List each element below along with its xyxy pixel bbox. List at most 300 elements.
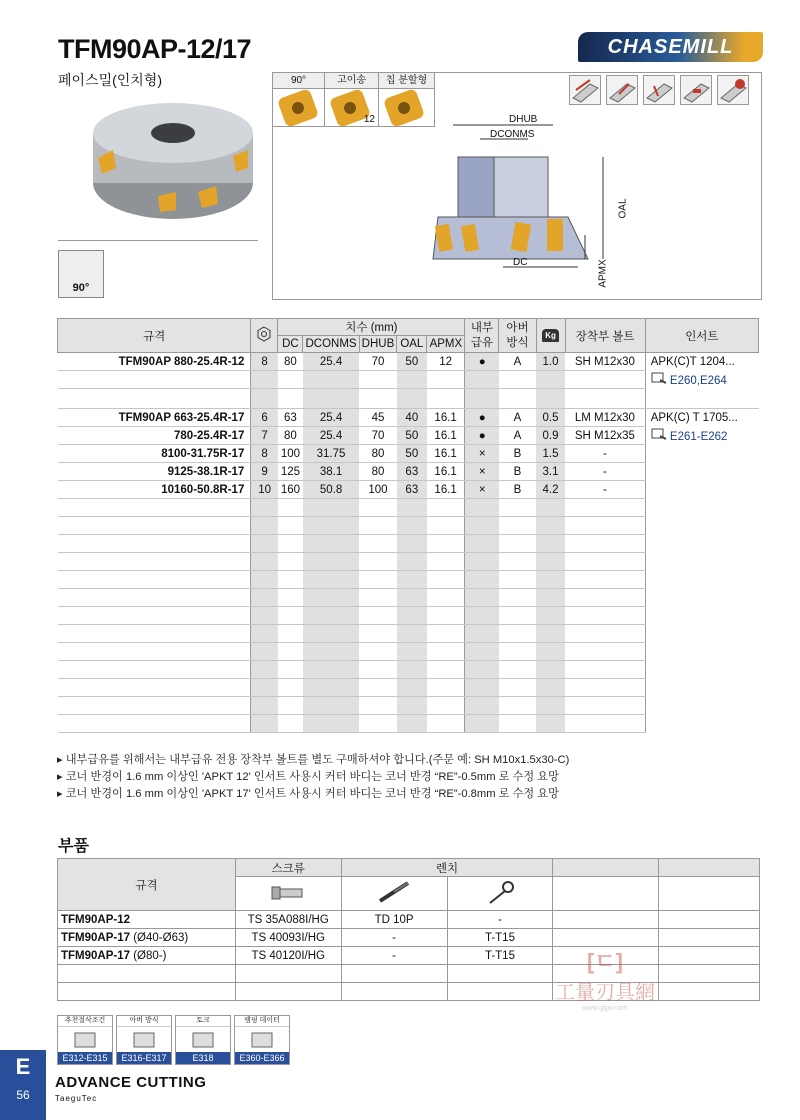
table-cell bbox=[235, 983, 341, 1001]
insert-cell bbox=[645, 371, 758, 389]
table-cell: 70 bbox=[359, 353, 397, 371]
col-dc: DC bbox=[278, 336, 303, 353]
table-cell bbox=[427, 607, 465, 625]
table-cell: 25.4 bbox=[303, 353, 359, 371]
table-cell bbox=[499, 697, 536, 715]
ramping-icon bbox=[717, 75, 749, 105]
table-cell bbox=[397, 589, 427, 607]
table-cell bbox=[251, 607, 278, 625]
table-cell bbox=[536, 371, 565, 389]
table-cell bbox=[359, 643, 397, 661]
table-cell: - bbox=[341, 929, 447, 947]
product-photo bbox=[58, 88, 258, 238]
table-cell bbox=[553, 929, 659, 947]
cutter-drawing bbox=[423, 109, 763, 299]
table-cell bbox=[465, 715, 499, 733]
face-milling-icon bbox=[569, 75, 601, 105]
reference-label: 램핑 데이터 bbox=[235, 1016, 289, 1027]
table-cell bbox=[397, 535, 427, 553]
insert-cell bbox=[645, 607, 758, 625]
table-cell bbox=[303, 535, 359, 553]
table-cell bbox=[536, 697, 565, 715]
reference-icon bbox=[176, 1027, 230, 1053]
dim-dconms: DCONMS bbox=[490, 129, 535, 140]
insert-cell bbox=[645, 697, 758, 715]
table-cell bbox=[536, 661, 565, 679]
table-cell bbox=[536, 571, 565, 589]
table-cell bbox=[359, 697, 397, 715]
table-cell bbox=[465, 679, 499, 697]
table-cell: 38.1 bbox=[303, 463, 359, 481]
table-cell bbox=[278, 499, 303, 517]
table-cell: - bbox=[565, 445, 645, 463]
insert-page-ref: E260,E264 bbox=[669, 375, 727, 387]
table-cell bbox=[251, 571, 278, 589]
table-row bbox=[58, 589, 759, 607]
insert-cell bbox=[645, 481, 758, 499]
brand-sub: TaeguTec bbox=[55, 1094, 98, 1103]
reference-box[interactable] bbox=[57, 1015, 113, 1065]
table-cell bbox=[251, 643, 278, 661]
insert-chipbreaker-image bbox=[383, 88, 425, 128]
table-cell: 50 bbox=[397, 445, 427, 463]
table-cell bbox=[303, 625, 359, 643]
insert-90-image bbox=[277, 88, 319, 128]
acc-spec-name: TFM90AP-17 bbox=[61, 949, 131, 962]
table-cell: 8100-31.75R-17 bbox=[58, 445, 251, 463]
table-cell bbox=[58, 553, 251, 571]
acc-spec bbox=[58, 911, 236, 929]
table-cell bbox=[58, 371, 251, 389]
brand-name: ADVANCE CUTTING bbox=[55, 1074, 207, 1091]
table-cell bbox=[278, 371, 303, 389]
table-cell bbox=[465, 589, 499, 607]
table-cell: 8 bbox=[251, 353, 278, 371]
table-cell: 0.9 bbox=[536, 427, 565, 445]
insert-cell bbox=[645, 589, 758, 607]
table-cell bbox=[499, 535, 536, 553]
table-cell: 6 bbox=[251, 409, 278, 427]
table-cell bbox=[427, 697, 465, 715]
table-row bbox=[58, 409, 759, 427]
table-cell bbox=[499, 517, 536, 535]
table-cell bbox=[499, 625, 536, 643]
insert-cell bbox=[645, 427, 758, 445]
acc-spec-range: (Ø40-Ø63) bbox=[130, 931, 189, 944]
table-cell bbox=[465, 499, 499, 517]
table-row bbox=[58, 517, 759, 535]
table-cell bbox=[565, 625, 645, 643]
page-title: TFM90AP-12/17 bbox=[58, 34, 252, 64]
table-row bbox=[58, 643, 759, 661]
col-coolant: 내부 급유 bbox=[465, 319, 499, 353]
table-cell bbox=[499, 571, 536, 589]
acc-spec-range: (Ø80-) bbox=[130, 949, 167, 962]
table-cell bbox=[303, 607, 359, 625]
dim-apmx: APMX bbox=[597, 259, 609, 288]
insert-head-high-feed: 고이송 bbox=[325, 73, 379, 89]
table-cell bbox=[536, 517, 565, 535]
table-cell: SH M12x35 bbox=[565, 427, 645, 445]
table-cell bbox=[303, 661, 359, 679]
table-cell bbox=[58, 571, 251, 589]
table-cell bbox=[278, 697, 303, 715]
table-cell: 45 bbox=[359, 409, 397, 427]
table-cell bbox=[397, 715, 427, 733]
table-cell bbox=[499, 607, 536, 625]
col-apmx: APMX bbox=[427, 336, 465, 353]
table-cell: 16.1 bbox=[427, 427, 465, 445]
table-cell: A bbox=[499, 353, 536, 371]
magnifier-icon bbox=[651, 431, 670, 443]
table-cell bbox=[235, 965, 341, 983]
insert-cell bbox=[645, 463, 758, 481]
insert-cell bbox=[645, 517, 758, 535]
table-row bbox=[58, 481, 759, 499]
table-cell: 125 bbox=[278, 463, 303, 481]
table-cell bbox=[251, 625, 278, 643]
reference-box[interactable] bbox=[175, 1015, 231, 1065]
table-cell bbox=[427, 371, 465, 389]
table-cell bbox=[465, 643, 499, 661]
insert-cell bbox=[645, 445, 758, 463]
table-cell: - bbox=[565, 463, 645, 481]
table-cell bbox=[565, 571, 645, 589]
col-dconms: DCONMS bbox=[303, 336, 359, 353]
table-cell bbox=[565, 589, 645, 607]
table-row bbox=[58, 427, 759, 445]
table-cell bbox=[565, 661, 645, 679]
table-cell bbox=[359, 571, 397, 589]
col-dims: 치수 (mm) bbox=[278, 319, 465, 336]
table-cell: 12 bbox=[427, 353, 465, 371]
table-cell bbox=[536, 679, 565, 697]
table-cell: A bbox=[499, 427, 536, 445]
table-cell bbox=[397, 643, 427, 661]
table-row bbox=[58, 607, 759, 625]
table-cell: 70 bbox=[359, 427, 397, 445]
table-cell bbox=[536, 643, 565, 661]
table-cell bbox=[397, 661, 427, 679]
acc-col-spec: 규격 bbox=[58, 859, 236, 911]
acc-col-wrench: 렌치 bbox=[341, 859, 553, 877]
acc-spec bbox=[58, 929, 236, 947]
table-cell: 0.5 bbox=[536, 409, 565, 427]
table-cell: T-T15 bbox=[447, 929, 553, 947]
table-cell bbox=[499, 553, 536, 571]
table-cell: TFM90AP 663-25.4R-17 bbox=[58, 409, 251, 427]
accessories-title: 부품 bbox=[58, 838, 89, 855]
acc-spec bbox=[58, 947, 236, 965]
reference-page: E360-E366 bbox=[235, 1052, 289, 1064]
table-cell bbox=[58, 983, 236, 1001]
table-cell bbox=[465, 553, 499, 571]
table-cell bbox=[499, 715, 536, 733]
table-cell bbox=[251, 697, 278, 715]
screwdriver-icon bbox=[341, 877, 447, 911]
table-cell bbox=[499, 371, 536, 389]
dim-dhub: DHUB bbox=[509, 114, 538, 125]
table-cell bbox=[251, 535, 278, 553]
magnifier-icon bbox=[651, 375, 670, 387]
table-cell bbox=[303, 697, 359, 715]
table-cell bbox=[536, 625, 565, 643]
table-cell bbox=[565, 371, 645, 389]
reference-page: E318 bbox=[176, 1052, 230, 1064]
table-row bbox=[58, 553, 759, 571]
table-cell: - bbox=[565, 481, 645, 499]
dim-oal: OAL bbox=[617, 198, 629, 219]
table-cell: A bbox=[499, 409, 536, 427]
table-cell bbox=[397, 625, 427, 643]
table-cell: 80 bbox=[359, 463, 397, 481]
table-cell bbox=[278, 715, 303, 733]
table-cell: B bbox=[499, 463, 536, 481]
table-row bbox=[58, 571, 759, 589]
table-cell: B bbox=[499, 481, 536, 499]
table-cell bbox=[58, 965, 236, 983]
table-cell bbox=[278, 679, 303, 697]
table-cell bbox=[499, 643, 536, 661]
acc-spec-name: TFM90AP-17 bbox=[61, 931, 131, 944]
weight-icon: Kg bbox=[536, 319, 565, 353]
table-cell: 4.2 bbox=[536, 481, 565, 499]
section-letter: E bbox=[15, 1054, 31, 1079]
table-cell: TS 35A088I/HG bbox=[235, 911, 341, 929]
table-cell bbox=[427, 535, 465, 553]
col-insert: 인서트 bbox=[645, 319, 758, 353]
table-cell bbox=[499, 661, 536, 679]
table-cell bbox=[251, 499, 278, 517]
table-row bbox=[58, 445, 759, 463]
table-cell bbox=[278, 553, 303, 571]
dim-dc: DC bbox=[513, 257, 528, 268]
col-dhub: DHUB bbox=[359, 336, 397, 353]
table-cell bbox=[359, 371, 397, 389]
table-cell bbox=[659, 929, 760, 947]
table-cell bbox=[536, 589, 565, 607]
table-cell: 50 bbox=[397, 353, 427, 371]
table-cell: 16.1 bbox=[427, 463, 465, 481]
insert-cell bbox=[645, 571, 758, 589]
table-cell bbox=[427, 571, 465, 589]
table-cell bbox=[465, 661, 499, 679]
table-cell: 160 bbox=[278, 481, 303, 499]
table-cell bbox=[359, 499, 397, 517]
insert-cell bbox=[645, 409, 758, 427]
table-cell bbox=[303, 371, 359, 389]
table-cell bbox=[565, 715, 645, 733]
table-cell bbox=[278, 625, 303, 643]
table-cell bbox=[499, 499, 536, 517]
table-cell bbox=[58, 625, 251, 643]
table-cell bbox=[359, 553, 397, 571]
reference-label: 아버 방식 bbox=[117, 1016, 171, 1027]
table-cell: 9125-38.1R-17 bbox=[58, 463, 251, 481]
col-oal: OAL bbox=[397, 336, 427, 353]
slotting-icon bbox=[643, 75, 675, 105]
reference-icon bbox=[117, 1027, 171, 1053]
table-cell: 7 bbox=[251, 427, 278, 445]
angle-label: 90° bbox=[72, 282, 90, 294]
table-cell bbox=[359, 679, 397, 697]
table-cell bbox=[278, 517, 303, 535]
insert-cell bbox=[645, 535, 758, 553]
acc-spec-name: TFM90AP-12 bbox=[61, 913, 131, 926]
insert-cell bbox=[645, 661, 758, 679]
table-cell bbox=[465, 607, 499, 625]
table-cell bbox=[58, 643, 251, 661]
table-row bbox=[58, 499, 759, 517]
acc-col-screw: 스크류 bbox=[235, 859, 341, 877]
insert-name: APK(C) T 1705... bbox=[650, 411, 738, 424]
table-cell bbox=[427, 715, 465, 733]
insert-cell bbox=[645, 643, 758, 661]
table-cell bbox=[251, 371, 278, 389]
table-cell: ● bbox=[465, 409, 499, 427]
cutter-diagram bbox=[272, 72, 762, 300]
table-cell bbox=[565, 679, 645, 697]
table-cell: 80 bbox=[359, 445, 397, 463]
table-cell bbox=[536, 499, 565, 517]
table-cell bbox=[465, 371, 499, 389]
reference-label: 추천절삭조건 bbox=[58, 1016, 112, 1027]
table-cell bbox=[536, 553, 565, 571]
page-subtitle: 페이스밀(인치형) bbox=[58, 72, 162, 88]
table-cell bbox=[359, 715, 397, 733]
table-cell bbox=[341, 965, 447, 983]
table-row bbox=[58, 679, 759, 697]
table-cell: TS 40093I/HG bbox=[235, 929, 341, 947]
table-cell bbox=[251, 517, 278, 535]
table-cell bbox=[278, 589, 303, 607]
insert-name: APK(C)T 1204... bbox=[650, 355, 735, 368]
table-cell bbox=[499, 589, 536, 607]
page-number: 56 bbox=[16, 1088, 30, 1102]
table-cell: 780-25.4R-17 bbox=[58, 427, 251, 445]
table-cell: 100 bbox=[278, 445, 303, 463]
table-cell bbox=[251, 715, 278, 733]
table-cell bbox=[58, 697, 251, 715]
table-cell: 1.5 bbox=[536, 445, 565, 463]
table-cell bbox=[303, 715, 359, 733]
table-cell bbox=[58, 661, 251, 679]
table-row bbox=[58, 371, 759, 389]
table-cell: - bbox=[447, 911, 553, 929]
product-table bbox=[57, 318, 759, 733]
table-cell: 10160-50.8R-17 bbox=[58, 481, 251, 499]
table-cell bbox=[565, 535, 645, 553]
table-cell bbox=[359, 535, 397, 553]
table-cell bbox=[427, 643, 465, 661]
table-cell bbox=[427, 499, 465, 517]
table-cell bbox=[303, 571, 359, 589]
table-cell: 63 bbox=[397, 481, 427, 499]
table-cell bbox=[251, 589, 278, 607]
angle-box bbox=[58, 250, 104, 298]
reference-page: E312-E315 bbox=[58, 1052, 112, 1064]
section-tab bbox=[0, 1050, 46, 1120]
table-row bbox=[58, 353, 759, 371]
table-cell bbox=[359, 517, 397, 535]
table-cell bbox=[278, 643, 303, 661]
table-cell bbox=[427, 625, 465, 643]
table-cell bbox=[397, 571, 427, 589]
table-cell bbox=[536, 535, 565, 553]
table-cell bbox=[659, 911, 760, 929]
spacer-row bbox=[58, 389, 759, 409]
table-cell bbox=[427, 661, 465, 679]
table-cell: 3.1 bbox=[536, 463, 565, 481]
table-cell bbox=[465, 517, 499, 535]
table-cell: TS 40120I/HG bbox=[235, 947, 341, 965]
table-cell: 31.75 bbox=[303, 445, 359, 463]
pocket-milling-icon bbox=[680, 75, 712, 105]
table-cell bbox=[251, 661, 278, 679]
reference-box[interactable] bbox=[234, 1015, 290, 1065]
table-cell bbox=[58, 589, 251, 607]
table-row bbox=[58, 715, 759, 733]
table-cell bbox=[553, 911, 659, 929]
table-cell bbox=[499, 679, 536, 697]
table-cell bbox=[427, 553, 465, 571]
table-cell: 9 bbox=[251, 463, 278, 481]
reference-label: 토크 bbox=[176, 1016, 230, 1027]
table-cell: T-T15 bbox=[447, 947, 553, 965]
table-cell bbox=[58, 499, 251, 517]
table-cell bbox=[397, 371, 427, 389]
table-cell bbox=[251, 679, 278, 697]
table-cell bbox=[397, 679, 427, 697]
reference-box[interactable] bbox=[116, 1015, 172, 1065]
table-cell: TD 10P bbox=[341, 911, 447, 929]
table-cell bbox=[565, 499, 645, 517]
table-cell bbox=[58, 517, 251, 535]
reference-icon bbox=[235, 1027, 289, 1053]
table-cell: 1.0 bbox=[536, 353, 565, 371]
insert-cell bbox=[645, 679, 758, 697]
table-cell bbox=[397, 697, 427, 715]
table-cell: × bbox=[465, 481, 499, 499]
note: ▸ 내부급유를 위해서는 내부급유 전용 장착부 볼트를 별도 구매하셔야 합니다.(주문 예: SH M10x1.5x30-C) bbox=[57, 754, 570, 766]
table-cell: 80 bbox=[278, 427, 303, 445]
table-cell: 40 bbox=[397, 409, 427, 427]
table-row bbox=[58, 697, 759, 715]
table-cell bbox=[465, 571, 499, 589]
table-cell bbox=[303, 499, 359, 517]
col-bolt: 장착부 볼트 bbox=[565, 319, 645, 353]
table-cell: SH M12x30 bbox=[565, 353, 645, 371]
table-cell bbox=[303, 517, 359, 535]
table-cell bbox=[359, 661, 397, 679]
table-cell: 63 bbox=[397, 463, 427, 481]
table-cell: - bbox=[341, 947, 447, 965]
insert-count-label: 12 bbox=[363, 114, 375, 125]
table-cell bbox=[303, 643, 359, 661]
insert-cell bbox=[645, 553, 758, 571]
table-cell bbox=[58, 679, 251, 697]
col-spec: 규격 bbox=[58, 319, 251, 353]
insert-page-ref: E261-E262 bbox=[669, 431, 728, 443]
table-cell: 8 bbox=[251, 445, 278, 463]
table-cell: 10 bbox=[251, 481, 278, 499]
notes bbox=[57, 752, 569, 803]
table-cell bbox=[359, 607, 397, 625]
table-cell: × bbox=[465, 463, 499, 481]
table-cell bbox=[536, 607, 565, 625]
table-cell bbox=[465, 697, 499, 715]
table-cell bbox=[278, 535, 303, 553]
